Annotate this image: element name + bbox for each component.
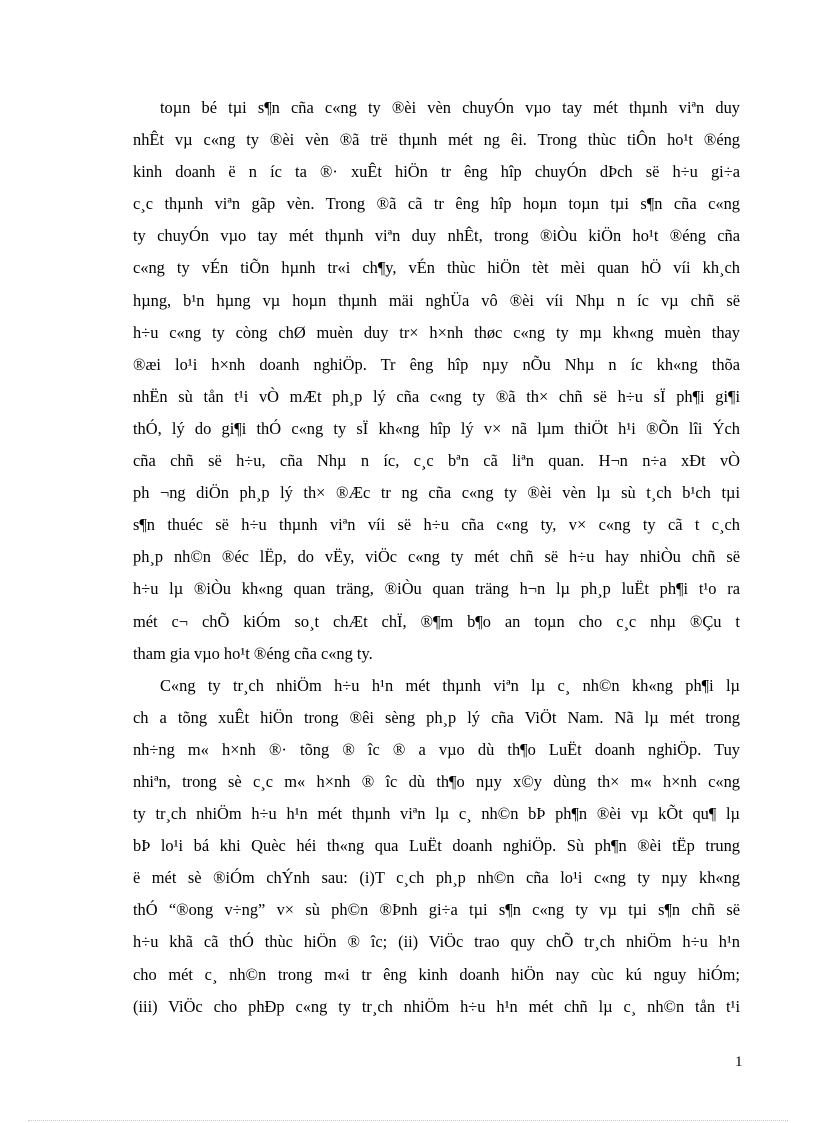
- text-line-26: thÓ “®ong v÷ng” v× sù ph©n ®Þnh gi÷a tµi s¶n c«ng ty vµ tµi s¶n chñ së: [133, 900, 740, 920]
- text-line-9: ®æi lo¹i h×nh doanh nghiÖp. Tr êng hîp nµy nÕu Nhµ n íc kh«ng thõa: [133, 354, 740, 374]
- page-number: 1: [735, 1054, 743, 1070]
- text-line-24: bÞ lo¹i bá khi Quèc héi th«ng qua LuËt doanh nghiÖp. Sù ph¶n ®èi tËp trung: [133, 836, 740, 856]
- text-line-10: nhËn sù tån t¹i vÒ mÆt ph¸p lý cña c«ng ty ®ã th× chñ së h÷u sÏ ph¶i gi¶i: [133, 386, 740, 406]
- text-line-19: C«ng ty tr¸ch nhiÖm h÷u h¹n mét thµnh viªn lµ c¸ nh©n kh«ng ph¶i lµ: [160, 675, 740, 695]
- text-line-29: (iii) ViÖc cho phÐp c«ng ty tr¸ch nhiÖm h÷u h¹n mét chñ lµ c¸ nh©n tån t¹i: [133, 996, 740, 1016]
- text-line-5: ty chuyÓn vµo tay mét thµnh viªn duy nhÊt, trong ®iÒu kiÖn ho¹t ®éng cña: [133, 226, 740, 246]
- text-line-21: nh÷ng m« h×nh ®· tõng ® îc ® a vµo dù th¶o LuËt doanh nghiÖp. Tuy: [133, 739, 740, 759]
- document-body: [133, 92, 740, 1023]
- text-line-23: ty tr¸ch nhiÖm h÷u h¹n mét thµnh viªn lµ c¸ nh©n bÞ ph¶n ®èi vµ kÕt qu¶ lµ: [133, 804, 740, 824]
- text-line-18: tham gia vµo ho¹t ®éng cña c«ng ty.: [133, 643, 373, 663]
- text-line-22: nhiªn, trong sè c¸c m« h×nh ® îc dù th¶o nµy x©y dùng th× m« h×nh c«ng: [133, 771, 740, 791]
- text-line-25: ë mét sè ®iÓm chÝnh sau: (i)T c¸ch ph¸p nh©n cña lo¹i c«ng ty nµy kh«ng: [133, 868, 740, 888]
- text-line-27: h÷u khã cã thÓ thùc hiÖn ® îc; (ii) ViÖc trao quy chÕ tr¸ch nhiÖm h÷u h¹n: [133, 932, 740, 952]
- text-line-20: ch a tõng xuÊt hiÖn trong ®êi sèng ph¸p lý cña ViÖt Nam. Nã lµ mét trong: [133, 707, 740, 727]
- text-line-2: nhÊt vµ c«ng ty ®èi vèn ®ã trë thµnh mét ng êi. Trong thùc tiÔn ho¹t ®éng: [133, 130, 740, 150]
- text-line-1: toµn bé tµi s¶n cña c«ng ty ®èi vèn chuyÓn vµo tay mét thµnh viªn duy: [160, 98, 740, 117]
- text-line-12: cña chñ së h÷u, cña Nhµ n íc, c¸c bªn cã liªn quan. H¬n n÷a xÐt vÒ: [133, 451, 740, 471]
- text-line-17: mét c¬ chÕ kiÓm so¸t chÆt chÏ, ®¶m b¶o an toµn cho c¸c nhµ ®Çu t: [133, 611, 740, 631]
- text-line-11: thÓ, lý do gi¶i thÓ c«ng ty sÏ kh«ng hîp lý v× nã lµm thiÖt h¹i ®Õn lîi Ých: [133, 418, 740, 438]
- text-line-16: h÷u lµ ®iÒu kh«ng quan träng, ®iÒu quan träng h¬n lµ ph¸p luËt ph¶i t¹o ra: [133, 579, 740, 599]
- footer-divider: [28, 1120, 788, 1121]
- text-line-14: s¶n thuéc së h÷u thµnh viªn víi së h÷u cña c«ng ty, v× c«ng ty cã t c¸ch: [133, 515, 740, 535]
- text-line-8: h÷u c«ng ty còng chØ muèn duy tr× h×nh thøc c«ng ty mµ kh«ng muèn thay: [133, 322, 740, 342]
- text-line-3: kinh doanh ë n íc ta ®· xuÊt hiÖn tr êng hîp chuyÓn dÞch së h÷u gi÷a: [133, 162, 740, 182]
- text-line-4: c¸c thµnh viªn gãp vèn. Trong ®ã cã tr êng hîp hoµn toµn tµi s¶n cña c«ng: [133, 194, 740, 214]
- text-line-13: ph ¬ng diÖn ph¸p lý th× ®Æc tr ng cña c«ng ty ®èi vèn lµ sù t¸ch b¹ch tµi: [133, 483, 740, 503]
- text-line-28: cho mét c¸ nh©n trong m«i tr êng kinh doanh hiÖn nay cùc kú nguy hiÓm;: [133, 964, 740, 984]
- text-line-6: c«ng ty vÉn tiÕn hµnh tr«i ch¶y, vÉn thùc hiÖn tèt mèi quan hÖ víi kh¸ch: [133, 258, 740, 278]
- text-line-15: ph¸p nh©n ®éc lËp, do vËy, viÖc c«ng ty mét chñ së h÷u hay nhiÒu chñ së: [133, 547, 740, 567]
- text-line-7: hµng, b¹n hµng vµ hoµn thµnh mäi nghÜa vô ®èi víi Nhµ n íc vµ chñ së: [133, 290, 740, 310]
